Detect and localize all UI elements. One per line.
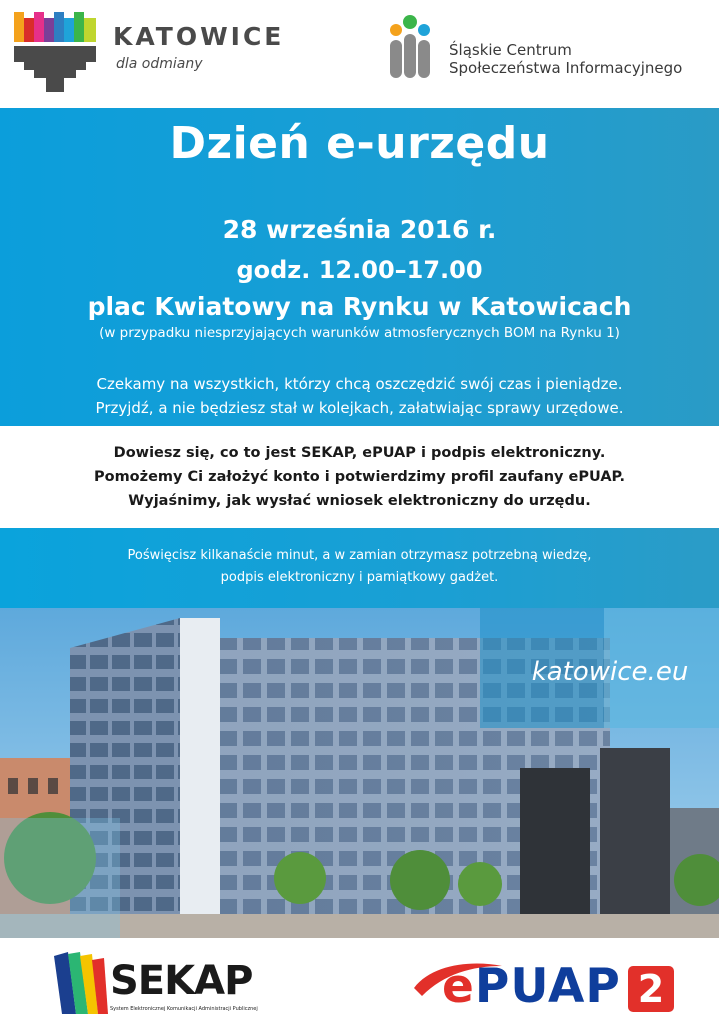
event-place-note: (w przypadku niesprzyjających warunków atmosferycznych BOM na Rynku 1): [99, 325, 620, 341]
epuap-name: PUAP: [474, 959, 621, 1014]
sekap-subtitle: System Elektronicznej Komunikacji Administracji Publicznej: [110, 1006, 258, 1012]
epuap-version-badge: 2: [628, 966, 674, 1012]
info-line: Dowiesz się, co to jest SEKAP, ePUAP i podpis elektroniczny.: [113, 445, 606, 461]
header: [0, 0, 719, 108]
partner-name-line1: Śląskie Centrum: [449, 41, 572, 59]
info-line: Pomożemy Ci założyć konto i potwierdzimy profil zaufany ePUAP.: [93, 469, 626, 485]
sekap-logo-icon: [54, 952, 110, 1014]
epuap-logo: [442, 961, 621, 1013]
invitation-text: [0, 372, 719, 420]
benefit-line: podpis elektroniczny i pamiątkowy gadżet.: [220, 570, 499, 585]
city-tagline: dla odmiany: [116, 56, 203, 72]
scsi-logo-icon: [384, 14, 436, 80]
katowice-logo-icon: [14, 12, 96, 92]
partner-name-line2: Społeczeństwa Informacyjnego: [449, 59, 683, 77]
event-place: plac Kwiatowy na Rynku w Katowicach: [87, 292, 632, 321]
partner-name: [449, 41, 682, 77]
event-hours: godz. 12.00–17.00: [236, 256, 483, 284]
event-title: Dzień e-urzędu: [169, 118, 550, 169]
city-name: KATOWICE: [113, 22, 285, 51]
invitation-line: Czekamy na wszystkich, którzy chcą oszczędzić swój czas i pieniądze.: [96, 375, 623, 393]
invitation-line: Przyjdź, a nie będziesz stał w kolejkach, załatwiając sprawy urzędowe.: [95, 399, 624, 417]
website-link[interactable]: katowice.eu: [531, 657, 689, 687]
event-date: 28 września 2016 r.: [222, 215, 497, 244]
sekap-name: SEKAP: [110, 958, 253, 1004]
info-line: Wyjaśnimy, jak wysłać wniosek elektroniczny do urzędu.: [128, 493, 591, 509]
epuap-e: e: [442, 959, 475, 1014]
benefit-line: Poświęcisz kilkanaście minut, a w zamian otrzymasz potrzebną wiedzę,: [127, 548, 592, 563]
